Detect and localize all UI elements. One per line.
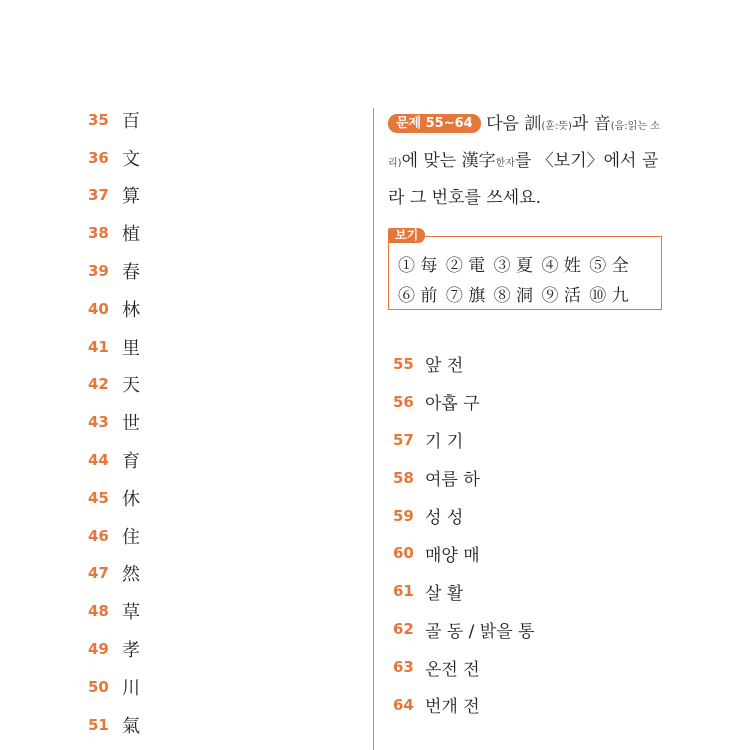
question-number: 62 [393,620,414,639]
question-row [88,139,140,177]
question-hanja: 林 [122,299,140,321]
answer-question-row [393,497,534,535]
question-meaning: 아홉 구 [425,394,480,415]
question-number: 39 [88,262,109,281]
option-number: ② [445,256,463,276]
question-number: 38 [88,224,109,243]
example-option [541,256,580,276]
question-number: 60 [393,544,414,563]
question-meaning: 기 기 [425,432,464,453]
answer-question-row [393,345,534,383]
example-option [494,286,533,306]
example-option [541,286,580,306]
option-hanja: 旗 [468,286,486,306]
option-number: ⑦ [445,286,463,306]
question-number: 58 [393,468,414,487]
column-divider [373,108,374,750]
question-row [88,517,140,555]
question-row [88,555,140,593]
answer-question-row [393,383,534,421]
option-hanja: 前 [420,286,438,306]
question-meaning: 골 동 / 밝을 통 [425,621,535,642]
question-hanja: 住 [122,526,140,548]
question-number: 36 [88,148,109,167]
question-row [88,366,140,404]
question-row [88,479,140,517]
example-option [446,256,485,276]
instruction-part-1: 다음 [486,114,519,134]
question-number: 63 [393,658,414,677]
question-number: 44 [88,451,109,470]
question-number: 59 [393,506,414,525]
example-option [494,256,533,276]
question-hanja: 植 [122,224,140,246]
option-hanja: 洞 [516,286,534,306]
question-meaning: 여름 하 [425,470,480,491]
answer-question-row [393,421,534,459]
question-hanja: 百 [122,110,140,132]
instruction-part-2: 과 [571,114,589,134]
question-row [88,252,140,290]
question-hanja: 育 [122,451,140,473]
question-number: 56 [393,392,414,411]
option-hanja: 每 [420,256,438,276]
example-box-label: 보기 [388,228,425,243]
option-number: ⑨ [541,286,559,306]
hun-char: 訓 [524,114,542,134]
answer-question-row [393,534,534,572]
answer-question-row [393,648,534,686]
answer-question-row [393,572,534,610]
example-options-row-2 [398,281,632,306]
option-number: ① [398,256,415,276]
question-hanja: 氣 [122,715,140,737]
eum-char: 音 [593,114,611,134]
question-number: 47 [88,564,109,583]
question-hanja: 文 [122,148,140,170]
example-option [589,256,628,276]
question-number: 35 [88,110,109,129]
instruction-part-3: 에 맞는 [401,151,457,171]
example-option [398,256,437,276]
question-number: 48 [88,602,109,621]
answer-question-row [393,459,534,497]
question-hanja: 世 [122,413,140,435]
question-row [88,328,140,366]
question-hanja: 川 [122,677,140,699]
instruction-part-4: 를 〈보기〉에서 골라 그 번호를 쓰세요. [388,151,659,208]
question-number: 43 [88,413,109,432]
question-range-badge: 문제 55~64 [388,114,481,133]
option-hanja: 活 [563,286,581,306]
question-number: 46 [88,526,109,545]
answer-question-row [393,610,534,648]
question-number: 45 [88,488,109,507]
question-row [88,441,140,479]
answer-question-list [393,345,534,724]
question-row [88,214,140,252]
question-hanja: 算 [122,186,140,208]
question-row [88,706,140,744]
question-meaning: 살 활 [425,583,464,604]
question-hanja: 春 [122,262,140,284]
question-meaning: 앞 전 [425,356,464,377]
left-question-list [88,101,140,744]
question-number: 61 [393,582,414,601]
question-hanja: 天 [122,375,140,397]
question-row [88,290,140,328]
instruction [388,107,670,215]
question-row [88,592,140,630]
question-number: 37 [88,186,109,205]
example-option [398,286,437,306]
hanja-note: 한자 [495,158,515,169]
question-meaning: 매양 매 [425,545,480,566]
question-number: 41 [88,337,109,356]
hun-note: (훈:뜻) [541,121,572,132]
question-number: 57 [393,430,414,449]
option-number: ③ [493,256,511,276]
question-row [88,177,140,215]
option-number: ⑥ [398,286,415,306]
question-meaning: 번개 전 [425,697,480,718]
question-number: 40 [88,299,109,318]
question-meaning: 온전 전 [425,659,480,680]
question-number: 64 [393,695,414,714]
question-hanja: 孝 [122,640,140,662]
option-number: ⑤ [589,256,607,276]
option-number: ④ [541,256,559,276]
option-hanja: 夏 [516,256,534,276]
answer-question-row [393,686,534,724]
question-hanja: 休 [122,488,140,510]
question-row [88,101,140,139]
hanja-word: 漢字 [461,151,496,171]
example-option [589,286,628,306]
option-hanja: 姓 [563,256,581,276]
example-options-row-1 [398,251,632,276]
option-hanja: 九 [611,286,629,306]
option-hanja: 全 [611,256,629,276]
question-number: 42 [88,375,109,394]
question-row [88,403,140,441]
question-number: 51 [88,715,109,734]
option-hanja: 電 [468,256,486,276]
question-meaning: 성 성 [425,508,464,528]
question-number: 55 [393,354,414,373]
question-number: 49 [88,640,109,659]
eum-note: (음:읽는 소리) [388,121,660,169]
example-option [446,286,485,306]
question-hanja: 草 [122,602,140,624]
option-number: ⑧ [493,286,511,306]
option-number: ⑩ [589,286,607,306]
question-hanja: 里 [122,337,140,359]
question-hanja: 然 [122,564,140,586]
question-row [88,630,140,668]
question-row [88,668,140,706]
question-number: 50 [88,677,109,696]
